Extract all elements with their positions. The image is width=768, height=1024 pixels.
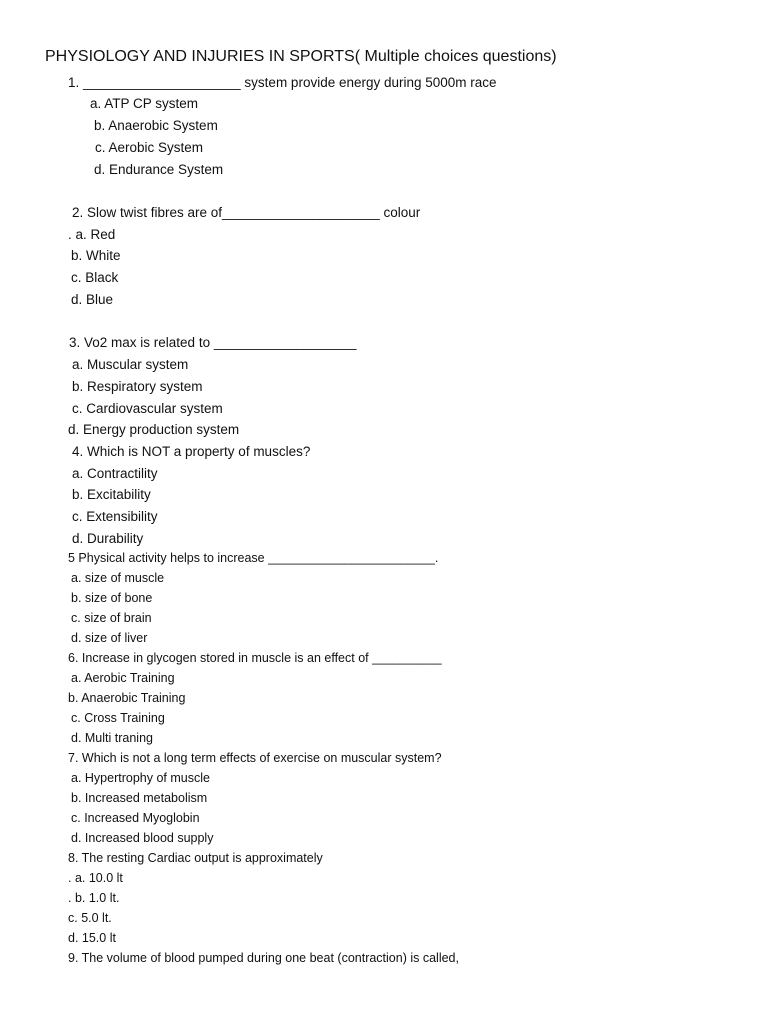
question-2-option-d: d. Blue	[71, 292, 114, 307]
question-4-option-a: a. Contractility	[72, 466, 158, 481]
question-1-option-c: c. Aerobic System	[95, 140, 204, 155]
question-4-option-b: b. Excitability	[72, 487, 151, 502]
question-6: 6. Increase in glycogen stored in muscle is an effect of __________	[68, 651, 442, 665]
question-6-option-a: a. Aerobic Training	[71, 671, 175, 685]
question-9: 9. The volume of blood pumped during one beat (contraction) is called,	[68, 951, 459, 965]
question-1: 1. _____________________ system provide energy during 5000m race	[68, 75, 497, 90]
question-3-option-c: c. Cardiovascular system	[72, 401, 223, 416]
question-3-option-a: a. Muscular system	[72, 357, 189, 372]
question-6-option-c: c. Cross Training	[71, 711, 165, 725]
question-2-option-b: b. White	[71, 248, 121, 263]
question-8-option-d: d. 15.0 lt	[68, 931, 116, 945]
question-5-option-b: b. size of bone	[71, 591, 153, 605]
question-3-option-b: b. Respiratory system	[72, 379, 203, 394]
question-6-option-b: b. Anaerobic Training	[68, 691, 186, 705]
question-7: 7. Which is not a long term effects of exercise on muscular system?	[68, 751, 442, 765]
question-5-option-a: a. size of muscle	[71, 571, 165, 585]
question-5-option-c: c. size of brain	[71, 611, 152, 625]
question-2-option-a: . a. Red	[68, 227, 116, 242]
question-4-option-c: c. Extensibility	[72, 509, 158, 524]
question-1-option-b: b. Anaerobic System	[94, 118, 218, 133]
question-2-option-c: c. Black	[71, 270, 119, 285]
question-3-option-d: d. Energy production system	[68, 422, 240, 437]
question-8-option-c: c. 5.0 lt.	[68, 911, 112, 925]
question-5: 5 Physical activity helps to increase ________________________.	[68, 551, 439, 565]
question-5-option-d: d. size of liver	[71, 631, 148, 645]
question-8-option-b: . b. 1.0 lt.	[68, 891, 120, 905]
question-8-option-a: . a. 10.0 lt	[68, 871, 123, 885]
question-4: 4. Which is NOT a property of muscles?	[72, 444, 311, 459]
question-1-option-d: d. Endurance System	[94, 162, 224, 177]
question-3: 3. Vo2 max is related to ___________________	[69, 335, 357, 350]
question-2: 2. Slow twist fibres are of_____________________ colour	[72, 205, 421, 220]
question-7-option-c: c. Increased Myoglobin	[71, 811, 200, 825]
question-7-option-d: d. Increased blood supply	[71, 831, 214, 845]
page-title: PHYSIOLOGY AND INJURIES IN SPORTS( Multiple choices questions)	[45, 48, 557, 65]
question-7-option-b: b. Increased metabolism	[71, 791, 208, 805]
question-7-option-a: a. Hypertrophy of muscle	[71, 771, 210, 785]
question-4-option-d: d. Durability	[72, 531, 144, 546]
question-1-option-a: a. ATP CP system	[90, 96, 199, 111]
question-6-option-d: d. Multi traning	[71, 731, 153, 745]
question-8: 8. The resting Cardiac output is approximately	[68, 851, 323, 865]
